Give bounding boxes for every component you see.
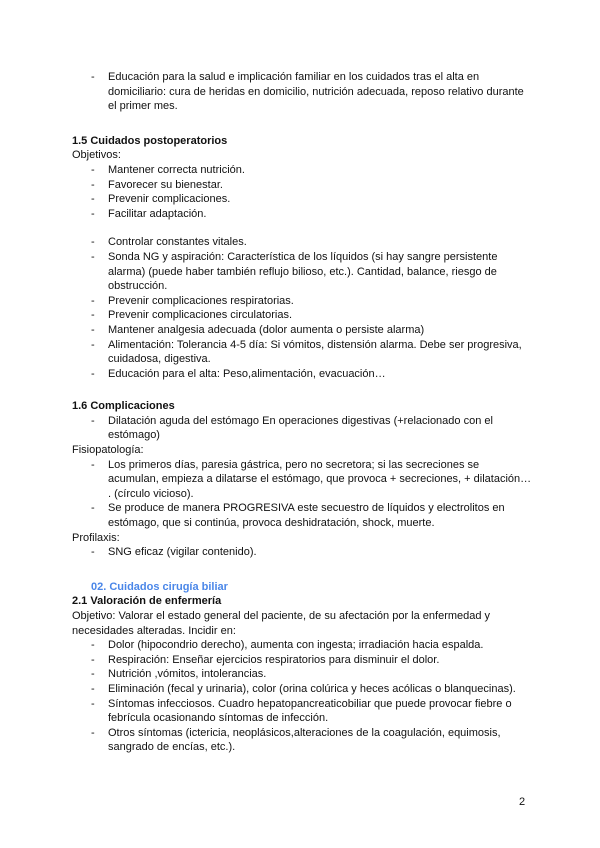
list-item: - Eliminación (fecal y urinaria), color (orina colúrica y heces acólicas o blanquecinas).: [91, 682, 532, 697]
fisiopatologia-list: [72, 458, 532, 531]
list-item: - Dolor (hipocondrio derecho), aumenta con ingesta; irradiación hacia espalda.: [91, 638, 532, 653]
list-item: - Se produce de manera PROGRESIVA este secuestro de líquidos y electrolitos en estómago, que si continúa, provoca deshidratación, shock, muerte.: [91, 501, 532, 530]
intro-list: [72, 70, 532, 114]
section-title-1-5: 1.5 Cuidados postoperatorios: [72, 134, 228, 147]
list-item: - SNG eficaz (vigilar contenido).: [91, 545, 532, 560]
list-item: - Prevenir complicaciones circulatorias.: [91, 308, 532, 323]
list-item: - Prevenir complicaciones respiratorias.: [91, 294, 532, 309]
complications-list: [72, 414, 532, 443]
list-item: - Controlar constantes vitales.: [91, 235, 532, 250]
list-item: - Dilatación aguda del estómago En operaciones digestivas (+relacionado con el estómago): [91, 414, 532, 443]
actions-list: [72, 235, 532, 381]
list-item: - Prevenir complicaciones.: [91, 192, 532, 207]
list-item: - Nutrición ,vómitos, intolerancias.: [91, 667, 532, 682]
list-item: - Los primeros días, paresia gástrica, pero no secretora; si las secreciones se acumulan, empieza a dilatarse el estómago, que provoca + secreciones, + dilatación… . (círculo vicioso).: [91, 458, 532, 502]
objectives-label: Objetivos:: [72, 149, 121, 162]
list-item: - Otros síntomas (ictericia, neoplásicos,alteraciones de la coagulación, equimosis, sangrado de encías, etc.).: [91, 726, 532, 755]
fisiopatologia-label: Fisiopatología:: [72, 444, 144, 457]
list-item: - Mantener analgesia adecuada (dolor aumenta o persiste alarma): [91, 323, 532, 338]
objective-paragraph: Objetivo: Valorar el estado general del paciente, de su afectación por la enfermedad y necesidades alteradas. Incidir en:: [72, 610, 491, 637]
list-item: - Educación para la salud e implicación familiar en los cuidados tras el alta en domiciliario: cura de heridas en domicilio, nutrición adecuada, reposo relativo durante el primer mes.: [91, 70, 532, 114]
list-item: - Educación para el alta: Peso,alimentación, evacuación…: [91, 367, 532, 382]
profilaxis-list: [72, 545, 532, 560]
list-item: - Mantener correcta nutrición.: [91, 163, 532, 178]
section-heading-02: 02. Cuidados cirugía biliar: [91, 580, 228, 593]
list-item: - Sonda NG y aspiración: Característica de los líquidos (si hay sangre persistente alarma) (puede haber también reflujo bilioso, etc.). Cantidad, balance, riesgo de obstrucción.: [91, 250, 532, 294]
list-item: - Facilitar adaptación.: [91, 207, 532, 222]
list-item: - Síntomas infecciosos. Cuadro hepatopancreaticobiliar que puede provocar fiebre o febrícula ocasionando síntomas de infección.: [91, 697, 532, 726]
list-item: - Favorecer su bienestar.: [91, 178, 532, 193]
document-page: [72, 70, 532, 755]
section-title-2-1: 2.1 Valoración de enfermería: [72, 595, 222, 608]
valoracion-list: [72, 638, 532, 755]
list-item: - Alimentación: Tolerancia 4-5 día: Si vómitos, distensión alarma. Debe ser progresiva, cuidadosa, digestiva.: [91, 338, 532, 367]
section-title-1-6: 1.6 Complicaciones: [72, 400, 175, 413]
profilaxis-label: Profilaxis:: [72, 531, 120, 544]
page-number: 2: [519, 796, 526, 808]
list-item: - Respiración: Enseñar ejercicios respiratorios para disminuir el dolor.: [91, 653, 532, 668]
objectives-list: [72, 163, 532, 221]
